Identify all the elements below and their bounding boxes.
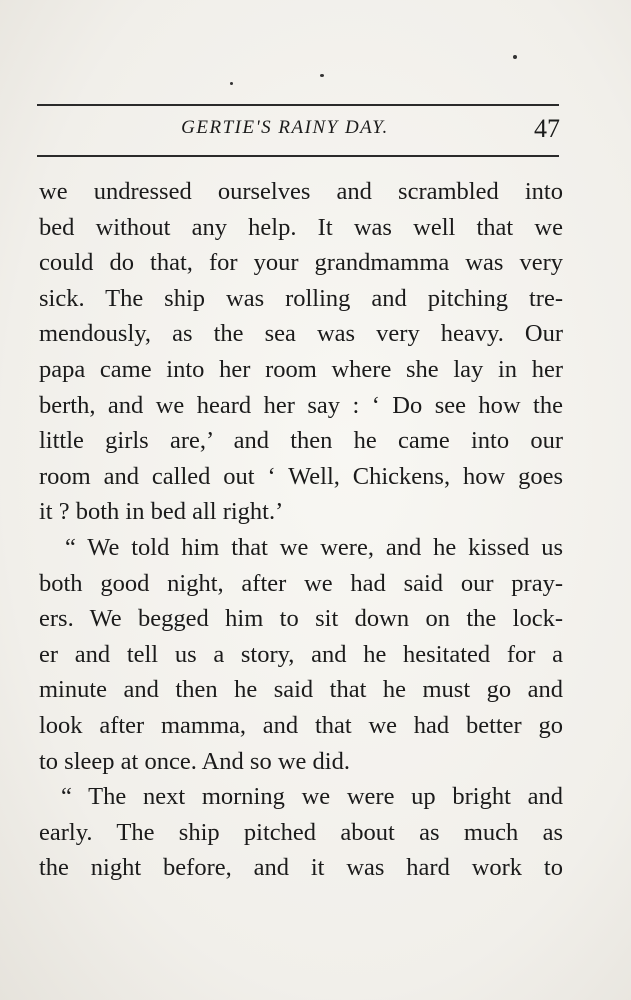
text-line: berth, and we heard her say : ‘ Do see how the — [39, 391, 563, 419]
ink-speck — [513, 55, 517, 59]
text-line: to sleep at once. And so we did. — [39, 747, 350, 775]
text-line: er and tell us a story, and he hesitated for a — [39, 640, 563, 668]
text-line: sick. The ship was rolling and pitching tre- — [39, 284, 563, 312]
page-number: 47 — [534, 114, 560, 143]
ink-speck — [320, 74, 324, 77]
text-line: the night before, and it was hard work to — [39, 854, 563, 882]
text-line: bed without any help. It was well that we — [39, 213, 563, 241]
text-line: mendously, as the sea was very heavy. Our — [39, 320, 563, 348]
header-rule-bottom — [37, 155, 559, 157]
text-line: look after mamma, and that we had better go — [39, 711, 563, 739]
text-line: we undressed ourselves and scrambled into — [39, 178, 563, 205]
text-line: papa came into her room where she lay in her — [39, 355, 563, 383]
running-title: GERTIE'S RAINY DAY. — [181, 117, 389, 138]
text-line: ers. We begged him to sit down on the lock- — [39, 605, 563, 633]
text-line: room and called out ‘ Well, Chickens, how goes — [39, 462, 563, 490]
text-line: early. The ship pitched about as much as — [39, 818, 563, 846]
header-rule-top — [37, 104, 559, 106]
text-line: minute and then he said that he must go and — [39, 676, 563, 704]
ink-speck — [230, 82, 233, 85]
text-line: “ We told him that we were, and he kissed us — [65, 533, 563, 561]
text-line: could do that, for your grandmamma was very — [39, 249, 563, 277]
text-line: little girls are,’ and then he came into our — [39, 427, 563, 455]
text-line: “ The next morning we were up bright and — [61, 783, 563, 811]
text-line: both good night, after we had said our pray- — [39, 569, 563, 597]
text-line: it ? both in bed all right.’ — [39, 498, 284, 526]
body-text — [39, 174, 563, 886]
